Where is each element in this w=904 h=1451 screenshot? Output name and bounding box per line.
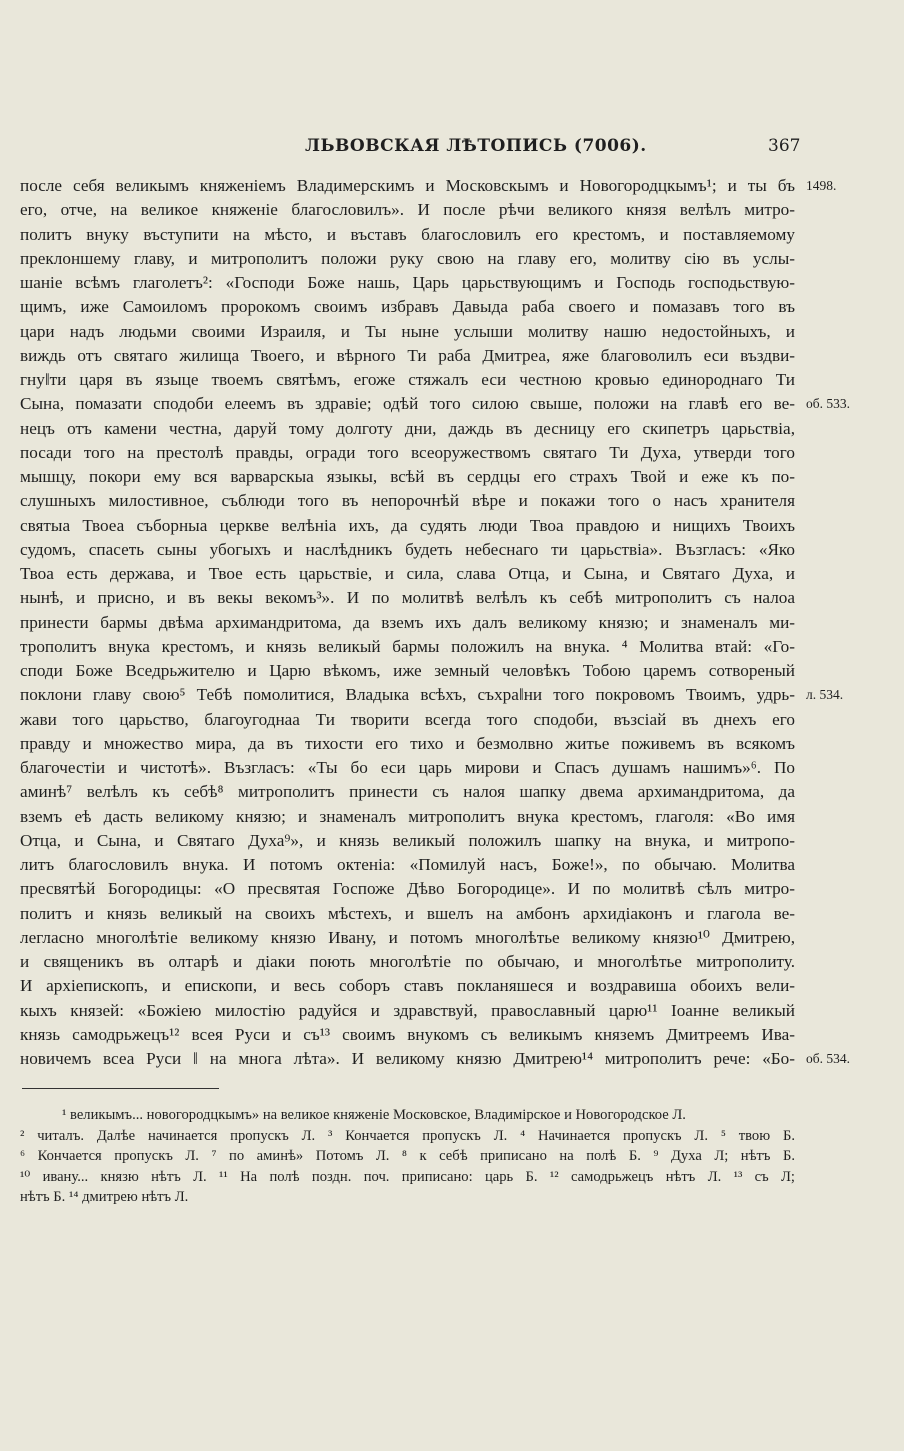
text-line: аминѣ⁷ велѣлъ къ себѣ⁸ митрополитъ принести съ налоя шапку двема архимандритома, да xyxy=(20,782,795,802)
text-line: вземъ еѣ дасть великому князю; и знаменалъ митрополитъ внука крестомъ, глаголя: «Во имя xyxy=(20,806,795,826)
text-line: Твоа есть держава, и Твое есть царьствіе, и сила, слава Отца, и Сына, и Святаго Духа, и xyxy=(20,564,795,583)
text-line: и священикъ въ олтарѣ и діаки поють многолѣтіе по обычаю, и многолѣтье митрополиту. xyxy=(20,952,795,971)
text-line: слушныхъ милостивное, съблюди того въ непорочнѣй вѣре и покажи того о насъ хранителя xyxy=(20,491,795,511)
margin-note: об. 534. xyxy=(806,1051,850,1066)
margin-note: об. 533. xyxy=(806,396,850,412)
text-line: посади того на престолѣ правды, огради того всеоружествомъ святаго Ти Духа, утверди того xyxy=(20,442,795,462)
text-line: правду и множество мира, да въ тихости его тихо и безмолвно житье поживемъ въ всякомъ xyxy=(20,733,795,753)
text-line: политъ и князь великый на своихъ мѣстехъ, и вшелъ на амбонъ архидіаконъ и глагола ве- xyxy=(20,903,795,923)
footnote-divider xyxy=(22,1088,219,1089)
text-line: преклоншему главу, и митрополитъ положи руку свою на главу его, молитву сію въ услы- xyxy=(20,248,795,268)
page-header xyxy=(0,136,904,162)
text-line: новичемъ всеа Руси ‖ на многа лѣта». И великому князю Дмитрею¹⁴ митрополитъ рече: «Бо- xyxy=(20,1049,795,1068)
body-text xyxy=(20,174,795,1071)
margin-note: 1498. xyxy=(806,178,837,193)
text-line: гну‖ти царя въ языце твоемъ святѣмъ, егоже стяжалъ еси честною кровью единороднаго Ти xyxy=(20,370,795,389)
text-line: после себя великымъ княженіемъ Владимерскимъ и Московскымъ и Новогородцкымъ¹; и ты бъ xyxy=(20,176,795,195)
text-line: Сына, помазати сподоби елеемъ въ здравіе; одѣй того силою свыше, положи на главѣ его ве- xyxy=(20,394,795,414)
text-line: литъ благословилъ внука. И потомъ октеніа: «Помилуй насъ, Боже!», по обычаю. Молитва xyxy=(20,855,795,874)
footnote-line: ² читалъ. Далѣе начинается пропускъ Л. ³ Кончается пропускъ Л. ⁴ Начинается пропускъ Л. ⁵ твою Б. xyxy=(20,1127,795,1144)
text-line: нецъ отъ камени честна, даруй тому долготу дни, даждь въ десницу его скипетръ царьствіа, xyxy=(20,418,795,438)
footnote-line: ¹⁰ ивану... князю нѣтъ Л. ¹¹ На полѣ поздн. поч. приписано: царь Б. ¹² самодрьжецъ нѣтъ Л. ¹³ съ Л; xyxy=(20,1168,795,1185)
text-line: политъ внуку въступити на мѣсто, и въставъ благословилъ его крестомъ, и поставляемому xyxy=(20,224,795,244)
page-number: 367 xyxy=(768,136,801,156)
margin-note: л. 534. xyxy=(806,687,844,703)
text-line: споди Боже Вседрьжителю и Царю вѣкомъ, иже земный человѣкъ Тобою царемъ сотвореный xyxy=(20,661,795,680)
text-line: его, отче, на великое княженіе благословилъ». И после рѣчи великого князя велѣлъ митро- xyxy=(20,200,795,220)
footnotes xyxy=(20,1105,795,1208)
footnote-line: ¹ великымъ... новогородцкымъ» на великое княженіе Московское, Владимірское и Новогородское Л. xyxy=(62,1107,686,1123)
text-line: принести бармы двѣма архимандритома, да вземъ ихъ далъ великому князю; и знаменалъ ми- xyxy=(20,612,795,632)
footnote-line: нѣтъ Б. ¹⁴ дмитрею нѣтъ Л. xyxy=(20,1189,189,1205)
text-line: нынѣ, и присно, и въ векы векомъ³». И по молитвѣ велѣлъ къ себѣ митрополитъ съ налоа xyxy=(20,588,795,608)
text-line: виждь отъ святаго жилища Твоего, и вѣрного Ти раба Дмитреа, яже благоволилъ еси въздви- xyxy=(20,345,795,365)
text-line: святыа Твоеа съборныа церкве велѣніа ихъ, да судять люди Твоа правдою и нищихъ Твоихъ xyxy=(20,515,795,535)
text-line: И архіепископъ, и епископи, и весь соборъ ставъ покланяшеся и воздравиша обоихъ вели- xyxy=(20,976,795,996)
text-line: пресвятѣй Богородицы: «О пресвятая Госпоже Дѣво Богородице». И по молитвѣ сѣлъ митро- xyxy=(20,879,795,899)
text-line: судомъ, спасеть сыны убогыхъ и наслѣдникъ будеть небеснаго ти царьствіа». Възгласъ: «Яко xyxy=(20,539,795,559)
text-line: цари надъ людьми своими Израиля, и Ты ныне услыши молитву нашю недостойныхъ, и xyxy=(20,321,795,341)
text-line: мышцу, покори ему вся варварскыа языкы, всѣй въ сердцы его страхъ Твой и еже къ по- xyxy=(20,467,795,486)
text-line: щимъ, иже Самоиломъ пророкомъ своимъ избравъ Давыда раба своего и помазавъ того въ xyxy=(20,297,795,317)
text-line: жави того царьство, благоугоднаа Ти творити всегда того сподоби, възсіай въ днехъ его xyxy=(20,709,795,729)
text-line: легласно многолѣтіе великому князю Ивану, и потомъ многолѣтье великому князю¹⁰ Дмитрею, xyxy=(20,927,795,947)
text-line: Отца, и Сына, и Святаго Духа⁹», и князь великый положилъ шапку на внука, и митропо- xyxy=(20,830,795,850)
footnote-line: ⁶ Кончается пропускъ Л. ⁷ по аминѣ» Потомъ Л. ⁸ к себѣ приписано на полѣ Б. ⁹ Духа Л; нѣтъ Б. xyxy=(20,1148,795,1164)
text-line: шаніе всѣмъ глаголетъ²: «Господи Боже нашь, Царь царьствующимъ и Господь господьствую- xyxy=(20,273,795,292)
text-line: благочестіи и чистотѣ». Възгласъ: «Ты бо еси царь мирови и Спасъ душамъ нашимъ»⁶. По xyxy=(20,758,795,777)
running-title: ЛЬВОВСКАЯ ЛѢТОПИСЬ (7006). xyxy=(305,136,647,156)
text-line: кыхъ князей: «Божіею милостію радуйся и здравствуй, православный царю¹¹ Іоанне великый xyxy=(20,1000,795,1020)
text-line: трополитъ внука крестомъ, и князь великый бармы положилъ на внука. ⁴ Молитва втай: «Го- xyxy=(20,636,795,656)
text-line: князь самодрьжецъ¹² всея Руси и съ¹³ своимъ внукомъ съ великымъ княземъ Дмитреемъ Ива- xyxy=(20,1024,795,1044)
text-line: поклони главу свою⁵ Тебѣ помолитися, Владыка всѣхъ, съхра‖ни того покровомъ Твоимъ, удрь- xyxy=(20,685,795,705)
